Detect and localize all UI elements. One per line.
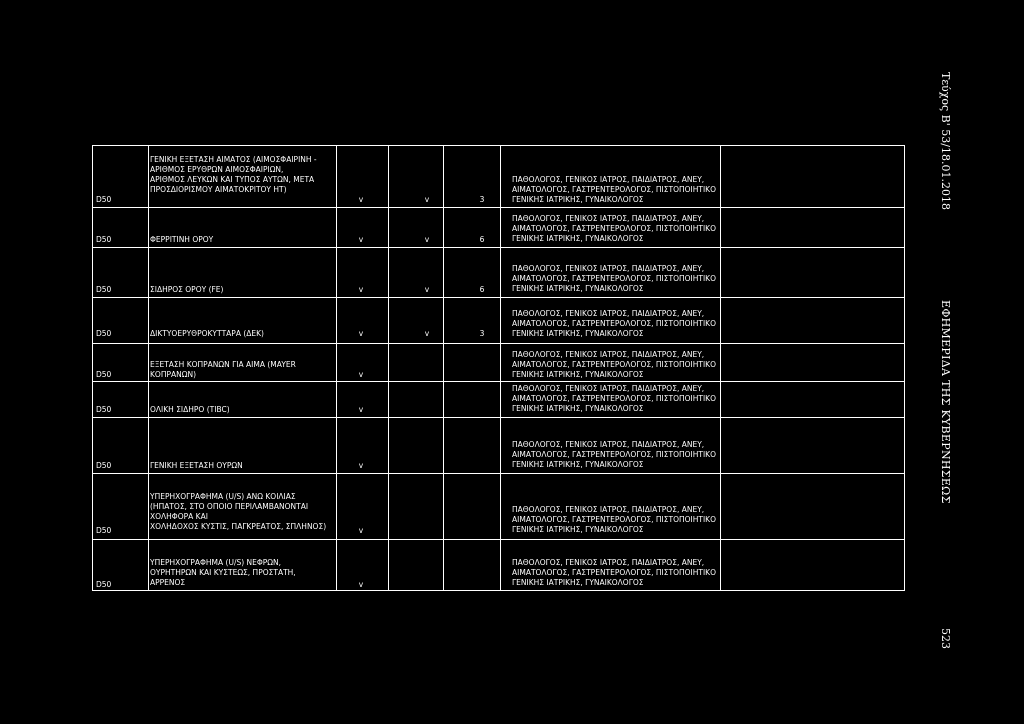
issue-date-label: Τεύχος Β' 53/18.01.2018: [939, 72, 952, 210]
row-code: D50: [96, 461, 112, 470]
row-description: ΕΞΕΤΑΣΗ ΚΟΠΡΑΝΩΝ ΓΙΑ ΑΙΜΑ (MAYER ΚΟΠΡΑΝΩΝ): [150, 360, 296, 379]
row-specialties: ΠΑΘΟΛΟΓΟΣ, ΓΕΝΙΚΟΣ ΙΑΤΡΟΣ, ΠΑΙΔΙΑΤΡΟΣ, ΑΝΕΥ, ΑΙΜΑΤΟΛΟΓΟΣ, ΓΑΣΤΡΕΝΤΕΡΟΛΟΓΟΣ, ΠΙΣΤΟΠΟΙΗΤΙΚΟ ΓΕΝΙΚΗΣ ΙΑΤΡΙΚΗΣ, ΓΥΝΑΙΚΟΛΟΓΟΣ: [512, 505, 717, 534]
row-frequency: 3: [479, 329, 485, 338]
row-divider: [92, 381, 905, 382]
row-specialties: ΠΑΘΟΛΟΓΟΣ, ΓΕΝΙΚΟΣ ΙΑΤΡΟΣ, ΠΑΙΔΙΑΤΡΟΣ, ΑΝΕΥ, ΑΙΜΑΤΟΛΟΓΟΣ, ΓΑΣΤΡΕΝΤΕΡΟΛΟΓΟΣ, ΠΙΣΤΟΠΟΙΗΤΙΚΟ ΓΕΝΙΚΗΣ ΙΑΤΡΙΚΗΣ, ΓΥΝΑΙΚΟΛΟΓΟΣ: [512, 384, 717, 413]
row-divider: [92, 590, 905, 591]
row-description: ΥΠΕΡΗΧΟΓΡΑΦΗΜΑ (U/S) ΝΕΦΡΩΝ, ΟΥΡΗΤΗΡΩΝ ΚΑΙ ΚΥΣΤΕΩΣ, ΠΡΟΣΤΑΤΗ, ΑΡΡΕΝΟΣ: [150, 558, 296, 587]
row-code: D50: [96, 329, 112, 338]
row-specialties: ΠΑΘΟΛΟΓΟΣ, ΓΕΝΙΚΟΣ ΙΑΤΡΟΣ, ΠΑΙΔΙΑΤΡΟΣ, ΑΝΕΥ, ΑΙΜΑΤΟΛΟΓΟΣ, ΓΑΣΤΡΕΝΤΕΡΟΛΟΓΟΣ, ΠΙΣΤΟΠΟΙΗΤΙΚΟ ΓΕΝΙΚΗΣ ΙΑΤΡΙΚΗΣ, ΓΥΝΑΙΚΟΛΟΓΟΣ: [512, 309, 717, 338]
row-check-1: v: [358, 405, 364, 414]
row-check-2: v: [424, 195, 430, 204]
row-description: ΟΛΙΚΗ ΣΙΔΗΡΟ (TIBC): [150, 405, 230, 414]
row-code: D50: [96, 526, 112, 535]
row-divider: [92, 247, 905, 248]
row-specialties: ΠΑΘΟΛΟΓΟΣ, ΓΕΝΙΚΟΣ ΙΑΤΡΟΣ, ΠΑΙΔΙΑΤΡΟΣ, ΑΝΕΥ, ΑΙΜΑΤΟΛΟΓΟΣ, ΓΑΣΤΡΕΝΤΕΡΟΛΟΓΟΣ, ΠΙΣΤΟΠΟΙΗΤΙΚΟ ΓΕΝΙΚΗΣ ΙΑΤΡΙΚΗΣ, ΓΥΝΑΙΚΟΛΟΓΟΣ: [512, 440, 717, 469]
row-description: ΓΕΝΙΚΗ ΕΞΕΤΑΣΗ ΟΥΡΩΝ: [150, 461, 243, 470]
row-frequency: 3: [479, 195, 485, 204]
row-divider: [92, 473, 905, 474]
row-check-1: v: [358, 235, 364, 244]
row-description: ΥΠΕΡΗΧΟΓΡΑΦΗΜΑ (U/S) ΑΝΩ ΚΟΙΛΙΑΣ (ΗΠΑΤΟΣ, ΣΤΟ ΟΠΟΙΟ ΠΕΡΙΛΑΜΒΑΝΟΝΤΑΙ ΧΟΛΗΦΟΡΑ ΚΑΙ ΧΟΛΗΔΟΧΟΣ ΚΥΣΤΙΣ, ΠΑΓΚΡΕΑΤΟΣ, ΣΠΛΗΝΟΣ): [150, 492, 327, 531]
column-divider: [388, 145, 389, 591]
row-code: D50: [96, 195, 112, 204]
row-code: D50: [96, 370, 112, 379]
row-divider: [92, 145, 905, 146]
row-code: D50: [96, 580, 112, 589]
row-check-1: v: [358, 580, 364, 589]
row-check-1: v: [358, 195, 364, 204]
row-description: ΦΕΡΡΙΤΙΝΗ ΟΡΟΥ: [150, 235, 214, 244]
row-check-2: v: [424, 329, 430, 338]
row-description: ΓΕΝΙΚΗ ΕΞΕΤΑΣΗ ΑΙΜΑΤΟΣ (ΑΙΜΟΣΦΑΙΡΙΝΗ - ΑΡΙΘΜΟΣ ΕΡΥΘΡΩΝ ΑΙΜΟΣΦΑΙΡΙΩΝ, ΑΡΙΘΜΟΣ ΛΕΥΚΩΝ ΚΑΙ ΤΥΠΟΣ ΑΥΤΩΝ, ΜΕΤΑ ΠΡΟΣΔΙΟΡΙΣΜΟΥ ΑΙΜΑΤΟΚΡΙΤΟΥ HT): [150, 155, 317, 194]
row-check-2: v: [424, 285, 430, 294]
row-check-1: v: [358, 461, 364, 470]
row-code: D50: [96, 405, 112, 414]
page-number: 523: [939, 628, 952, 649]
column-divider: [92, 145, 93, 591]
gazette-title: ΕΦΗΜΕΡΙΔΑ ΤΗΣ ΚΥΒΕΡΝΗΣΕΩΣ: [939, 300, 952, 504]
column-divider: [443, 145, 444, 591]
row-divider: [92, 417, 905, 418]
row-check-1: v: [358, 285, 364, 294]
column-divider: [148, 145, 149, 591]
row-divider: [92, 539, 905, 540]
row-code: D50: [96, 285, 112, 294]
row-check-1: v: [358, 329, 364, 338]
column-divider: [904, 145, 905, 591]
row-code: D50: [96, 235, 112, 244]
row-divider: [92, 297, 905, 298]
row-specialties: ΠΑΘΟΛΟΓΟΣ, ΓΕΝΙΚΟΣ ΙΑΤΡΟΣ, ΠΑΙΔΙΑΤΡΟΣ, ΑΝΕΥ, ΑΙΜΑΤΟΛΟΓΟΣ, ΓΑΣΤΡΕΝΤΕΡΟΛΟΓΟΣ, ΠΙΣΤΟΠΟΙΗΤΙΚΟ ΓΕΝΙΚΗΣ ΙΑΤΡΙΚΗΣ, ΓΥΝΑΙΚΟΛΟΓΟΣ: [512, 558, 717, 587]
row-frequency: 6: [479, 285, 485, 294]
row-frequency: 6: [479, 235, 485, 244]
row-specialties: ΠΑΘΟΛΟΓΟΣ, ΓΕΝΙΚΟΣ ΙΑΤΡΟΣ, ΠΑΙΔΙΑΤΡΟΣ, ΑΝΕΥ, ΑΙΜΑΤΟΛΟΓΟΣ, ΓΑΣΤΡΕΝΤΕΡΟΛΟΓΟΣ, ΠΙΣΤΟΠΟΙΗΤΙΚΟ ΓΕΝΙΚΗΣ ΙΑΤΡΙΚΗΣ, ΓΥΝΑΙΚΟΛΟΓΟΣ: [512, 350, 717, 379]
row-check-1: v: [358, 526, 364, 535]
row-specialties: ΠΑΘΟΛΟΓΟΣ, ΓΕΝΙΚΟΣ ΙΑΤΡΟΣ, ΠΑΙΔΙΑΤΡΟΣ, ΑΝΕΥ, ΑΙΜΑΤΟΛΟΓΟΣ, ΓΑΣΤΡΕΝΤΕΡΟΛΟΓΟΣ, ΠΙΣΤΟΠΟΙΗΤΙΚΟ ΓΕΝΙΚΗΣ ΙΑΤΡΙΚΗΣ, ΓΥΝΑΙΚΟΛΟΓΟΣ: [512, 214, 717, 243]
row-specialties: ΠΑΘΟΛΟΓΟΣ, ΓΕΝΙΚΟΣ ΙΑΤΡΟΣ, ΠΑΙΔΙΑΤΡΟΣ, ΑΝΕΥ, ΑΙΜΑΤΟΛΟΓΟΣ, ΓΑΣΤΡΕΝΤΕΡΟΛΟΓΟΣ, ΠΙΣΤΟΠΟΙΗΤΙΚΟ ΓΕΝΙΚΗΣ ΙΑΤΡΙΚΗΣ, ΓΥΝΑΙΚΟΛΟΓΟΣ: [512, 264, 717, 293]
row-check-2: v: [424, 235, 430, 244]
row-check-1: v: [358, 370, 364, 379]
row-description: ΔΙΚΤΥΟΕΡΥΘΡΟΚΥΤΤΑΡΑ (ΔΕΚ): [150, 329, 264, 338]
row-description: ΣΙΔΗΡΟΣ ΟΡΟΥ (FE): [150, 285, 224, 294]
column-divider: [500, 145, 501, 591]
row-specialties: ΠΑΘΟΛΟΓΟΣ, ΓΕΝΙΚΟΣ ΙΑΤΡΟΣ, ΠΑΙΔΙΑΤΡΟΣ, ΑΝΕΥ, ΑΙΜΑΤΟΛΟΓΟΣ, ΓΑΣΤΡΕΝΤΕΡΟΛΟΓΟΣ, ΠΙΣΤΟΠΟΙΗΤΙΚΟ ΓΕΝΙΚΗΣ ΙΑΤΡΙΚΗΣ, ΓΥΝΑΙΚΟΛΟΓΟΣ: [512, 175, 717, 204]
row-divider: [92, 343, 905, 344]
row-divider: [92, 207, 905, 208]
